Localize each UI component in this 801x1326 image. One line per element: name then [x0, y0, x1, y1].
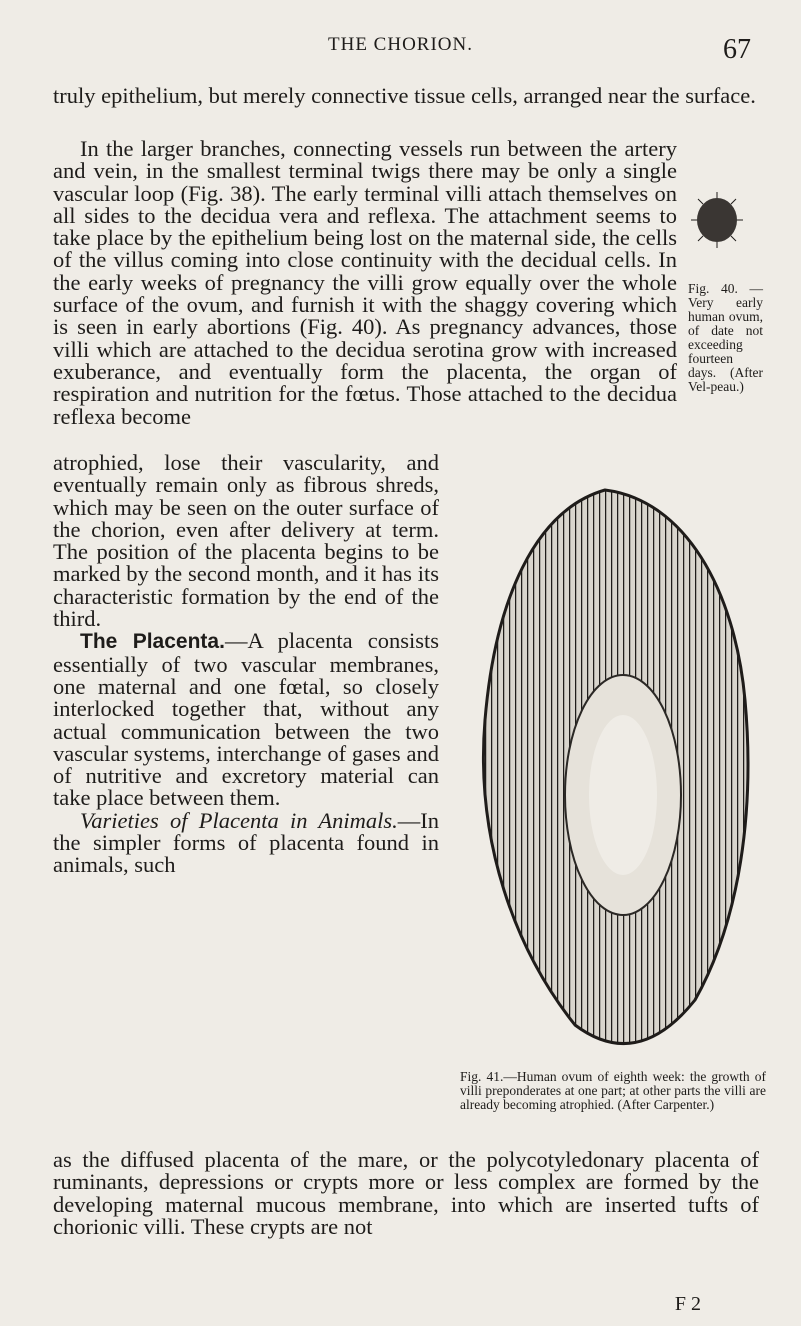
running-head: THE CHORION.: [328, 34, 473, 55]
placenta-text: —A placenta consists essentially of two vascular membranes, one maternal and one fœtal, so closely interlocked together that, without any actual communication between the two vascular systems, interchange of gases and of nutritive and excretory material can take place between them.: [53, 628, 439, 811]
paragraph-bottom-text: as the diffused placenta of the mare, or the polycotyledonary placenta of ruminants, depressions or crypts more or less complex are formed by the developing maternal mucous membrane, into which are inserted tufts of chorionic villi. These crypts are not: [53, 1147, 759, 1239]
paragraph-left-column: [53, 452, 439, 877]
paragraph-2-start: In the larger branches, connecting vessels run between the artery and vein, in the smallest terminal twigs there may be only a single vascular loop (Fig. 38). The early terminal villi attach themselves on all sides to the decidua vera and reflexa. The attachment seems to take place by the epithelium being lost on the maternal side, the cells of the villus coming into close continuity with the decidual cells. In the early weeks of pregnancy the villi grow equally over the whole surface of the ovum, and furnish it with the shaggy covering which is seen in early abortions (Fig. 40). As pregnancy advances, those villi which are attached to the decidua serotina grow with increased exuberance, and eventually form the placenta, the organ of respiration and nutrition for the fœtus. Those attached to the decidua reflexa become: [53, 136, 677, 429]
paragraph-bottom: [53, 1149, 759, 1238]
page-number: 67: [723, 34, 751, 65]
varieties-heading: Varieties of Placenta in Animals.: [80, 807, 398, 833]
figure-40-image: [688, 190, 746, 262]
page-header: [0, 0, 801, 70]
figure-41-caption: Fig. 41.—Human ovum of eighth week: the growth of villi preponderates at one part; at other parts the villi are already becoming atrophied. (After Carpenter.): [460, 1069, 766, 1112]
varieties-paragraph: [53, 807, 439, 878]
paragraph-1: truly epithelium, but merely connective tissue cells, arranged near the surface.: [53, 83, 756, 108]
varieties-text: —In the simpler forms of placenta found in animals, such: [53, 807, 439, 878]
placenta-heading: The Placenta.: [80, 630, 225, 654]
figure-40-caption: Fig. 40. — Very early human ovum, of date not exceeding fourteen days. (After Vel-peau.): [688, 281, 763, 394]
paragraph-2-end: atrophied, lose their vascularity, and eventually remain only as fibrous shreds, which may be seen on the outer surface of the chorion, even after delivery at term. The position of the placenta begins to be marked by the second month, and it has its characteristic formation by the end of the third.: [53, 450, 439, 632]
paragraph-2-top: [53, 138, 677, 428]
figure-41-image: [455, 480, 771, 1060]
placenta-paragraph: [53, 630, 439, 809]
signature-mark: F 2: [674, 1293, 701, 1315]
paragraph-top: [53, 85, 759, 107]
